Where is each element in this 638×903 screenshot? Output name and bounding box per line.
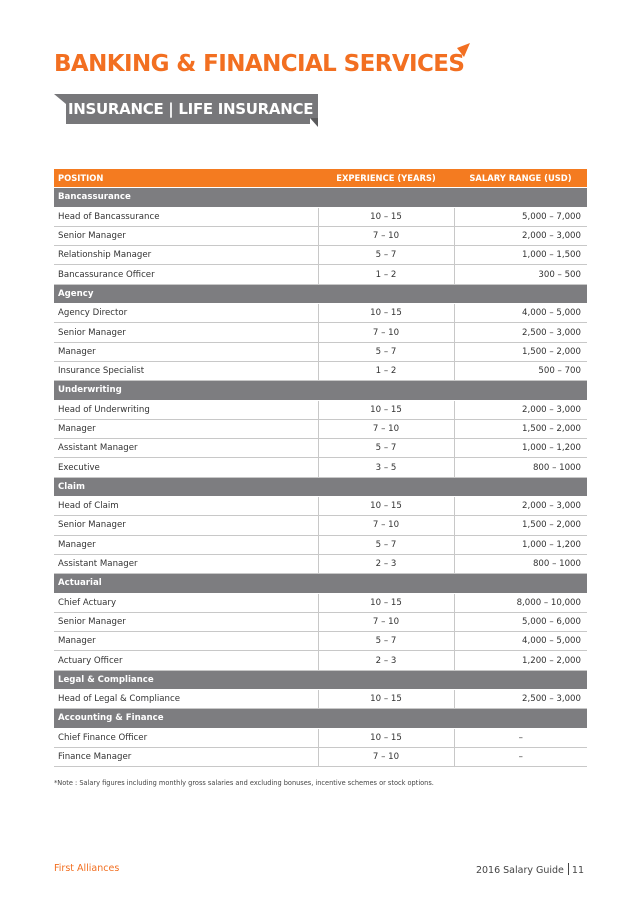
salary-cell: – <box>454 747 587 766</box>
table-row <box>54 554 587 573</box>
table-row <box>54 246 587 265</box>
salary-cell: 2,500 – 3,000 <box>454 690 587 709</box>
category-label: Accounting & Finance <box>54 709 587 728</box>
position-cell: Senior Manager <box>54 612 318 631</box>
experience-cell: 7 – 10 <box>318 323 454 342</box>
salary-cell: 500 – 700 <box>454 361 587 380</box>
position-cell: Senior Manager <box>54 323 318 342</box>
experience-cell: 10 – 15 <box>318 593 454 612</box>
experience-cell: 7 – 10 <box>318 612 454 631</box>
salary-cell: 2,000 – 3,000 <box>454 400 587 419</box>
position-cell: Assistant Manager <box>54 554 318 573</box>
table-row <box>54 265 587 284</box>
salary-cell: 2,500 – 3,000 <box>454 323 587 342</box>
experience-cell: 10 – 15 <box>318 304 454 323</box>
position-cell: Chief Actuary <box>54 593 318 612</box>
position-cell: Insurance Specialist <box>54 361 318 380</box>
category-row <box>54 188 587 207</box>
position-cell: Head of Underwriting <box>54 400 318 419</box>
salary-cell: 5,000 – 7,000 <box>454 207 587 226</box>
experience-cell: 2 – 3 <box>318 554 454 573</box>
title-flag-icon <box>455 42 471 58</box>
table-row <box>54 361 587 380</box>
category-label: Bancassurance <box>54 188 587 207</box>
position-cell: Manager <box>54 342 318 361</box>
position-cell: Manager <box>54 632 318 651</box>
table-row <box>54 497 587 516</box>
table-row <box>54 651 587 670</box>
header-experience: EXPERIENCE (YEARS) <box>318 169 454 188</box>
table-row <box>54 690 587 709</box>
footer-brand: First Alliances <box>54 863 120 874</box>
position-cell: Senior Manager <box>54 226 318 245</box>
experience-cell: 5 – 7 <box>318 632 454 651</box>
footnote: *Note : Salary figures including monthly gross salaries and excluding bonuses, incentive schemes or stock options. <box>54 779 434 787</box>
table-row <box>54 419 587 438</box>
salary-cell: 1,500 – 2,000 <box>454 516 587 535</box>
table-row <box>54 323 587 342</box>
footer-divider <box>568 863 569 875</box>
position-cell: Head of Claim <box>54 497 318 516</box>
category-row <box>54 709 587 728</box>
salary-cell: 800 – 1000 <box>454 554 587 573</box>
experience-cell: 10 – 15 <box>318 207 454 226</box>
category-row <box>54 381 587 400</box>
position-cell: Actuary Officer <box>54 651 318 670</box>
page-number: 11 <box>571 865 584 876</box>
salary-cell: 1,000 – 1,200 <box>454 439 587 458</box>
category-row <box>54 574 587 593</box>
table-row <box>54 728 587 747</box>
salary-cell: 4,000 – 5,000 <box>454 632 587 651</box>
salary-table <box>54 169 587 767</box>
experience-cell: 7 – 10 <box>318 516 454 535</box>
table-row <box>54 516 587 535</box>
table-row <box>54 535 587 554</box>
position-cell: Chief Finance Officer <box>54 728 318 747</box>
category-row <box>54 670 587 689</box>
experience-cell: 5 – 7 <box>318 535 454 554</box>
experience-cell: 7 – 10 <box>318 419 454 438</box>
position-cell: Manager <box>54 419 318 438</box>
table-header-row <box>54 169 587 188</box>
position-cell: Finance Manager <box>54 747 318 766</box>
position-cell: Agency Director <box>54 304 318 323</box>
category-row <box>54 284 587 303</box>
salary-cell: 4,000 – 5,000 <box>454 304 587 323</box>
salary-cell: 1,200 – 2,000 <box>454 651 587 670</box>
position-cell: Assistant Manager <box>54 439 318 458</box>
salary-cell: – <box>454 728 587 747</box>
experience-cell: 7 – 10 <box>318 747 454 766</box>
category-label: Legal & Compliance <box>54 670 587 689</box>
table-row <box>54 593 587 612</box>
category-label: Actuarial <box>54 574 587 593</box>
footer-page-info <box>476 863 584 876</box>
category-label: Agency <box>54 284 587 303</box>
experience-cell: 2 – 3 <box>318 651 454 670</box>
salary-cell: 1,000 – 1,500 <box>454 246 587 265</box>
position-cell: Relationship Manager <box>54 246 318 265</box>
salary-cell: 2,000 – 3,000 <box>454 497 587 516</box>
experience-cell: 5 – 7 <box>318 342 454 361</box>
salary-cell: 1,500 – 2,000 <box>454 419 587 438</box>
page-title: BANKING & FINANCIAL SERVICES <box>54 51 465 77</box>
experience-cell: 10 – 15 <box>318 728 454 747</box>
salary-cell: 2,000 – 3,000 <box>454 226 587 245</box>
position-cell: Executive <box>54 458 318 477</box>
table-row <box>54 458 587 477</box>
header-salary-range: SALARY RANGE (USD) <box>454 169 587 188</box>
position-cell: Bancassurance Officer <box>54 265 318 284</box>
footer-guide-label: 2016 Salary Guide <box>475 865 564 876</box>
category-row <box>54 477 587 496</box>
salary-cell: 300 – 500 <box>454 265 587 284</box>
salary-cell: 8,000 – 10,000 <box>454 593 587 612</box>
header-position: POSITION <box>54 169 318 188</box>
table-row <box>54 632 587 651</box>
experience-cell: 3 – 5 <box>318 458 454 477</box>
salary-cell: 1,000 – 1,200 <box>454 535 587 554</box>
experience-cell: 10 – 15 <box>318 400 454 419</box>
table-row <box>54 226 587 245</box>
salary-cell: 5,000 – 6,000 <box>454 612 587 631</box>
experience-cell: 5 – 7 <box>318 246 454 265</box>
table-row <box>54 439 587 458</box>
experience-cell: 10 – 15 <box>318 497 454 516</box>
table-row <box>54 304 587 323</box>
position-cell: Senior Manager <box>54 516 318 535</box>
subtitle: INSURANCE | LIFE INSURANCE <box>68 100 314 118</box>
table-row <box>54 747 587 766</box>
category-label: Underwriting <box>54 381 587 400</box>
experience-cell: 1 – 2 <box>318 361 454 380</box>
experience-cell: 5 – 7 <box>318 439 454 458</box>
experience-cell: 10 – 15 <box>318 690 454 709</box>
position-cell: Head of Bancassurance <box>54 207 318 226</box>
experience-cell: 7 – 10 <box>318 226 454 245</box>
salary-cell: 800 – 1000 <box>454 458 587 477</box>
experience-cell: 1 – 2 <box>318 265 454 284</box>
position-cell: Head of Legal & Compliance <box>54 690 318 709</box>
table-row <box>54 400 587 419</box>
salary-cell: 1,500 – 2,000 <box>454 342 587 361</box>
category-label: Claim <box>54 477 587 496</box>
table-row <box>54 612 587 631</box>
table-row <box>54 342 587 361</box>
table-row <box>54 207 587 226</box>
position-cell: Manager <box>54 535 318 554</box>
